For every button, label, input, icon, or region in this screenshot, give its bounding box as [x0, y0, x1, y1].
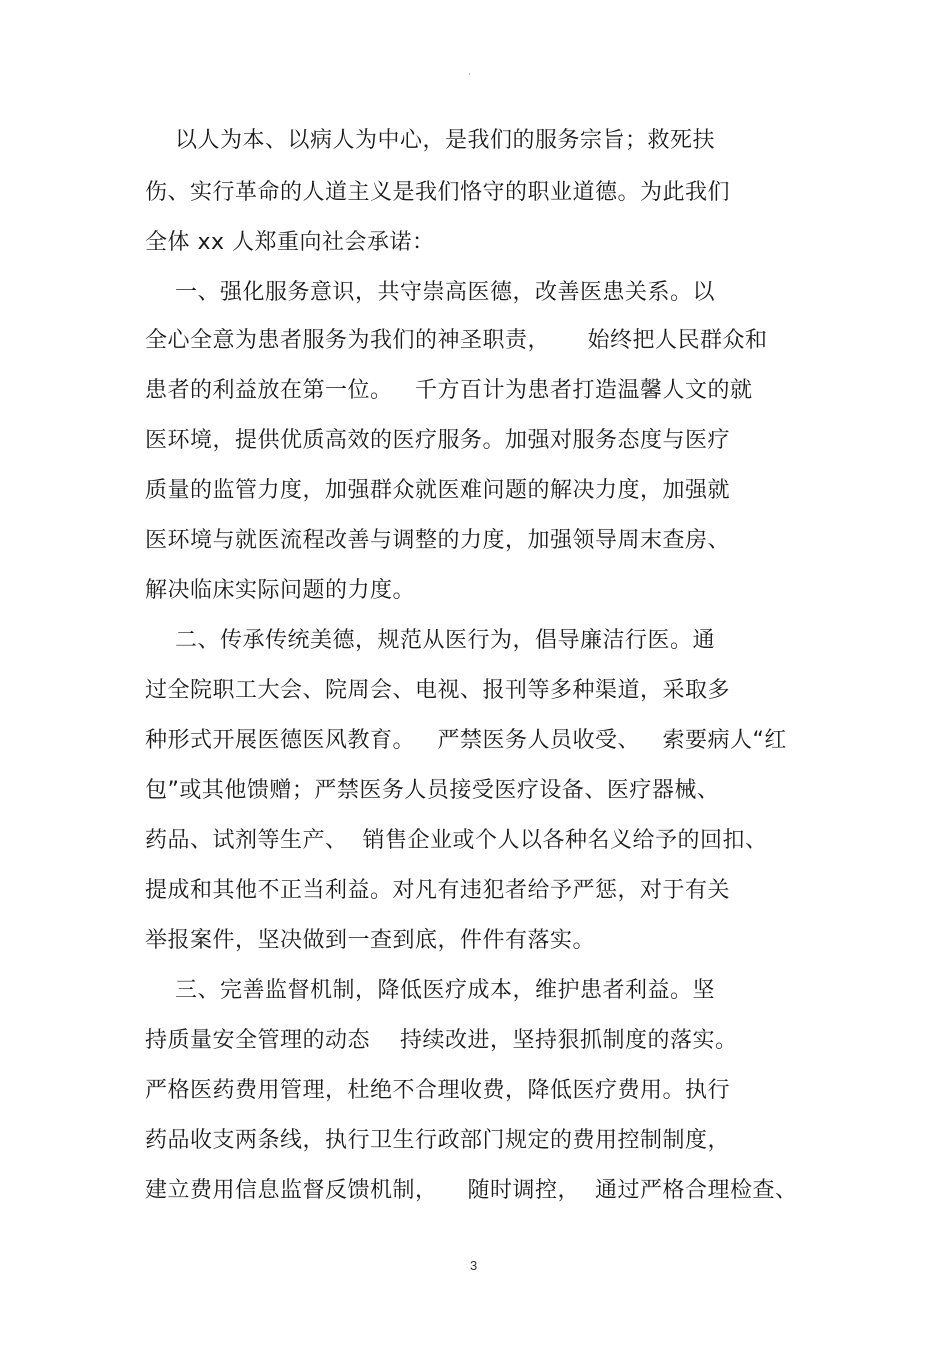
text-line: 严格医药费用管理，杜绝不合理收费，降低医疗费用。执行 [145, 1078, 731, 1103]
text-line: 过全院职工大会、院周会、电视、报刊等多种渠道，采取多 [145, 678, 731, 703]
header-mark: · [468, 70, 471, 80]
text-line: 医环境，提供优质高效的医疗服务。加强对服务态度与医疗 [145, 428, 731, 453]
text-line: 全体 xx 人郑重向社会承诺： [145, 230, 435, 255]
page-number: 3 [470, 1258, 478, 1273]
text-line: 提成和其他不正当利益。对凡有违犯者给予严惩，对于有关 [145, 878, 731, 903]
text-line: 举报案件，坚决做到一查到底，件件有落实。 [145, 928, 596, 953]
text-line: 患者的利益放在第一位。 千方百计为患者打造温馨人文的就 [145, 378, 753, 403]
text-line: 三、完善监督机制，降低医疗成本，维护患者利益。坚 [145, 978, 715, 1003]
text-line: 质量的监管力度，加强群众就医难问题的解决力度，加强就 [145, 478, 731, 503]
text-line: 全心全意为患者服务为我们的神圣职责， 始终把人民群众和 [145, 328, 768, 353]
text-line: 药品收支两条线，执行卫生行政部门规定的费用控制制度， [145, 1128, 731, 1153]
text-line: 以人为本、以病人为中心，是我们的服务宗旨；救死扶 [145, 128, 715, 153]
text-line: 一、强化服务意识，共守崇高医德，改善医患关系。以 [145, 280, 715, 305]
text-line: 二、传承传统美德，规范从医行为，倡导廉洁行医。通 [145, 628, 715, 653]
text-line: 医环境与就医流程改善与调整的力度，加强领导周末查房、 [145, 528, 731, 553]
text-line: 包”或其他馈赠；严禁医务人员接受医疗设备、医疗器械、 [145, 778, 720, 803]
text-line: 持质量安全管理的动态 持续改进，坚持狠抓制度的落实。 [145, 1028, 738, 1053]
text-line: 种形式开展医德医风教育。 严禁医务人员收受、 索要病人“红 [145, 728, 787, 753]
text-line: 解决临床实际问题的力度。 [145, 578, 416, 603]
text-line: 伤、实行革命的人道主义是我们恪守的职业道德。为此我们 [145, 180, 731, 205]
text-line: 建立费用信息监督反馈机制， 随时调控， 通过严格合理检查、 [145, 1178, 798, 1203]
text-line: 药品、试剂等生产、 销售企业或个人以各种名义给予的回扣、 [145, 828, 768, 853]
